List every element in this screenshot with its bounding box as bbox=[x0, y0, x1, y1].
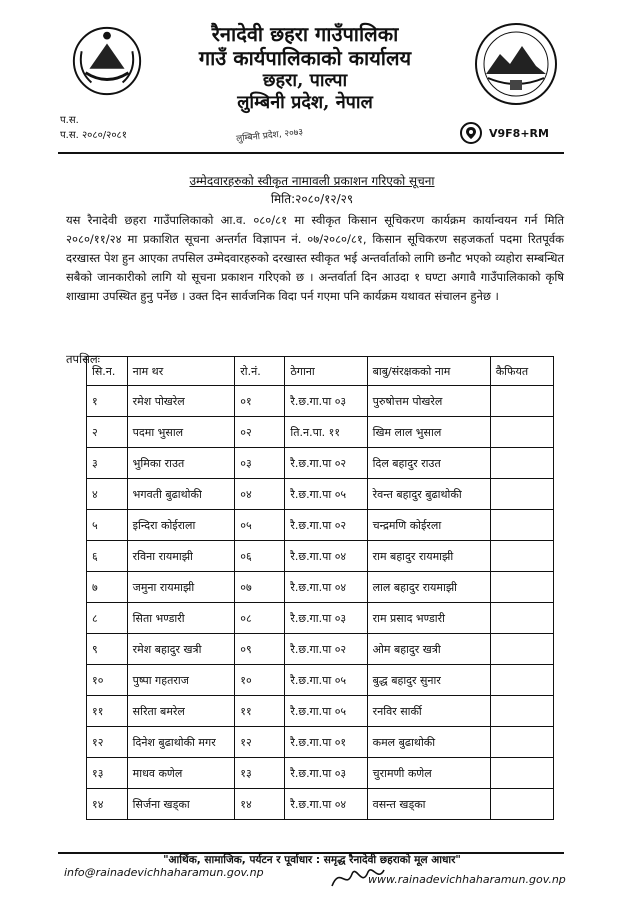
cell-serial: ३ bbox=[87, 448, 128, 479]
cell-serial: १ bbox=[87, 386, 128, 417]
table-row bbox=[87, 727, 554, 758]
cell-roll: ०१ bbox=[235, 386, 285, 417]
cell-roll: ०८ bbox=[235, 603, 285, 634]
cell-guardian: पुरुषोत्तम पोखरेल bbox=[367, 386, 490, 417]
cell-serial: ६ bbox=[87, 541, 128, 572]
cell-address: रै.छ.गा.पा ०५ bbox=[285, 479, 367, 510]
cell-serial: ५ bbox=[87, 510, 128, 541]
footer-website-link[interactable]: www.rainadevichhaharamun.gov.np bbox=[368, 873, 566, 886]
table-row bbox=[87, 665, 554, 696]
table-row bbox=[87, 417, 554, 448]
pluscode-text: V9F8+RM bbox=[489, 126, 549, 140]
table-row bbox=[87, 696, 554, 727]
header-divider bbox=[58, 152, 564, 154]
cell-roll: १२ bbox=[235, 727, 285, 758]
cell-remarks bbox=[490, 789, 553, 820]
province-country: लुम्बिनी प्रदेश, नेपाल bbox=[237, 92, 373, 113]
cell-name: भुमिका राउत bbox=[127, 448, 235, 479]
cell-remarks bbox=[490, 448, 553, 479]
cell-address: रै.छ.गा.पा ०५ bbox=[285, 665, 367, 696]
table-row bbox=[87, 541, 554, 572]
cell-guardian: लाल बहादुर रायमाझी bbox=[367, 572, 490, 603]
cell-name: दिनेश बुढाथोकी मगर bbox=[127, 727, 235, 758]
col-name: नाम थर bbox=[127, 357, 235, 386]
cell-guardian: खिम लाल भुसाल bbox=[367, 417, 490, 448]
cell-name: सिर्जना खड्का bbox=[127, 789, 235, 820]
cell-address: रै.छ.गा.पा ०१ bbox=[285, 727, 367, 758]
cell-serial: ११ bbox=[87, 696, 128, 727]
cell-remarks bbox=[490, 541, 553, 572]
nepal-emblem-logo bbox=[68, 22, 146, 100]
col-roll: रो.नं. bbox=[235, 357, 285, 386]
cell-roll: ०६ bbox=[235, 541, 285, 572]
cell-name: इन्दिरा कोईराला bbox=[127, 510, 235, 541]
cell-roll: १० bbox=[235, 665, 285, 696]
notice-body: यस रैनादेवी छहरा गाउँपालिकाको आ.व. ०८०/८१ मा स्वीकृत किसान सूचिकरण कार्यक्रम कार्यान्वयन गर्न मिति २०८०/११/२४ मा प्रकाशित सूचना अन्तर्गत विज्ञापन नं. ०७/२०८०/८१, किसान सूचिकरण सहजकर्ता पदमा रितपूर्वक दरखास्त पेश हुन आएका तपसिल उम्मेदवारहरुको दरखास्त स्वीकृत भई अन्तर्वार्ताको लागि छनौट भएको व्यहोरा सम्बन्धित सबैको जानकारीको लागि यो सूचना प्रकाशन गरिएको छ । अन्तर्वार्ता दिन आउदा १ घण्टा अगावै गाउँपालिकाको कृषि शाखामा उपस्थित हुनु पर्नेछ । उक्त दिन सार्वजनिक विदा पर्न गएमा पनि कार्यक्रम यथावत संचालन हुनेछ । bbox=[66, 213, 564, 303]
municipality-name: रैनादेवी छहरा गाउँपालिका bbox=[211, 22, 399, 46]
cell-remarks bbox=[490, 727, 553, 758]
cell-guardian: ओम बहादुर खत्री bbox=[367, 634, 490, 665]
cell-name: जमुना रायमाझी bbox=[127, 572, 235, 603]
cell-remarks bbox=[490, 665, 553, 696]
cell-serial: ७ bbox=[87, 572, 128, 603]
cell-serial: १३ bbox=[87, 758, 128, 789]
cell-guardian: दिल बहादुर राउत bbox=[367, 448, 490, 479]
cell-roll: १३ bbox=[235, 758, 285, 789]
cell-roll: ०९ bbox=[235, 634, 285, 665]
office-stamp: लुम्बिनी प्रदेश, २०७३ bbox=[235, 127, 304, 145]
office-location: छहरा, पाल्पा bbox=[262, 70, 348, 91]
cell-name: सरिता बमरेल bbox=[127, 696, 235, 727]
cell-name: पदमा भुसाल bbox=[127, 417, 235, 448]
cell-name: पुष्पा गहतराज bbox=[127, 665, 235, 696]
cell-serial: ४ bbox=[87, 479, 128, 510]
cell-guardian: बुद्ध बहादुर सुनार bbox=[367, 665, 490, 696]
map-pin-icon bbox=[460, 122, 482, 144]
cell-remarks bbox=[490, 696, 553, 727]
cell-roll: ०४ bbox=[235, 479, 285, 510]
cell-name: रमेश पोखरेल bbox=[127, 386, 235, 417]
cell-name: रमेश बहादुर खत्री bbox=[127, 634, 235, 665]
cell-roll: ११ bbox=[235, 696, 285, 727]
cell-remarks bbox=[490, 386, 553, 417]
location-pluscode bbox=[460, 122, 549, 144]
cell-address: रै.छ.गा.पा ०३ bbox=[285, 386, 367, 417]
cell-serial: १४ bbox=[87, 789, 128, 820]
table-row bbox=[87, 479, 554, 510]
cell-roll: १४ bbox=[235, 789, 285, 820]
table-row bbox=[87, 603, 554, 634]
cell-roll: ०७ bbox=[235, 572, 285, 603]
office-header bbox=[150, 22, 460, 114]
table-row bbox=[87, 572, 554, 603]
cell-guardian: रनविर सार्की bbox=[367, 696, 490, 727]
cell-address: रै.छ.गा.पा ०४ bbox=[285, 572, 367, 603]
reference-block bbox=[60, 113, 127, 143]
cell-remarks bbox=[490, 572, 553, 603]
cell-remarks bbox=[490, 758, 553, 789]
cell-remarks bbox=[490, 417, 553, 448]
footer-email-link[interactable]: info@rainadevichhaharamun.gov.np bbox=[64, 866, 264, 879]
cell-name: भगवती बुढाथोकी bbox=[127, 479, 235, 510]
cell-serial: ८ bbox=[87, 603, 128, 634]
cell-guardian: चन्द्रमणि कोईरला bbox=[367, 510, 490, 541]
table-row bbox=[87, 448, 554, 479]
table-row bbox=[87, 758, 554, 789]
cell-remarks bbox=[490, 634, 553, 665]
notice-date: मिति:२०८०/१२/२९ bbox=[270, 192, 354, 206]
cell-roll: ०२ bbox=[235, 417, 285, 448]
cell-address: रै.छ.गा.पा ०३ bbox=[285, 603, 367, 634]
cell-remarks bbox=[490, 603, 553, 634]
col-guardian: बाबु/संरक्षकको नाम bbox=[367, 357, 490, 386]
candidates-table bbox=[86, 356, 554, 820]
cell-address: ति.न.पा. ११ bbox=[285, 417, 367, 448]
cell-address: रै.छ.गा.पा ०२ bbox=[285, 634, 367, 665]
cell-remarks bbox=[490, 510, 553, 541]
cell-address: रै.छ.गा.पा ०२ bbox=[285, 510, 367, 541]
municipality-logo bbox=[470, 18, 562, 110]
table-row bbox=[87, 386, 554, 417]
cell-name: रविना रायमाझी bbox=[127, 541, 235, 572]
cell-serial: १२ bbox=[87, 727, 128, 758]
cell-guardian: राम बहादुर रायमाझी bbox=[367, 541, 490, 572]
cell-address: रै.छ.गा.पा ०२ bbox=[285, 448, 367, 479]
cell-roll: ०३ bbox=[235, 448, 285, 479]
cell-name: माधव कणेल bbox=[127, 758, 235, 789]
cell-serial: २ bbox=[87, 417, 128, 448]
cell-serial: ९ bbox=[87, 634, 128, 665]
cell-guardian: कमल बुढाथोकी bbox=[367, 727, 490, 758]
table-row bbox=[87, 634, 554, 665]
office-name: गाउँ कार्यपालिकाको कार्यालय bbox=[198, 46, 412, 70]
col-serial: सि.न. bbox=[87, 357, 128, 386]
cell-name: सिता भण्डारी bbox=[127, 603, 235, 634]
reference-number: प.स. २०८०/२०८१ bbox=[60, 130, 127, 141]
cell-serial: १० bbox=[87, 665, 128, 696]
col-address: ठेगाना bbox=[285, 357, 367, 386]
cell-address: रै.छ.गा.पा ०५ bbox=[285, 696, 367, 727]
cell-address: रै.छ.गा.पा ०३ bbox=[285, 758, 367, 789]
table-header-row bbox=[87, 357, 554, 386]
cell-guardian: चुरामणी कणेल bbox=[367, 758, 490, 789]
patra-label: प.स. bbox=[60, 115, 79, 126]
cell-address: रै.छ.गा.पा ०४ bbox=[285, 789, 367, 820]
tapasil-label: तपसिलः bbox=[66, 352, 100, 366]
cell-remarks bbox=[490, 479, 553, 510]
table-row bbox=[87, 789, 554, 820]
cell-address: रै.छ.गा.पा ०४ bbox=[285, 541, 367, 572]
table-row bbox=[87, 510, 554, 541]
cell-guardian: राम प्रसाद भण्डारी bbox=[367, 603, 490, 634]
cell-guardian: रेवन्त बहादुर बुढाथोकी bbox=[367, 479, 490, 510]
col-remarks: कैफियत bbox=[490, 357, 553, 386]
notice-subject: उम्मेदवारहरुको स्वीकृत नामावली प्रकाशन गरिएको सूचना bbox=[189, 174, 435, 188]
cell-guardian: वसन्त खड्का bbox=[367, 789, 490, 820]
footer-slogan: "आर्थिक, सामाजिक, पर्यटन र पूर्वाधार : समृद्ध रैनादेवी छहराको मूल आधार" bbox=[163, 854, 461, 866]
cell-roll: ०५ bbox=[235, 510, 285, 541]
